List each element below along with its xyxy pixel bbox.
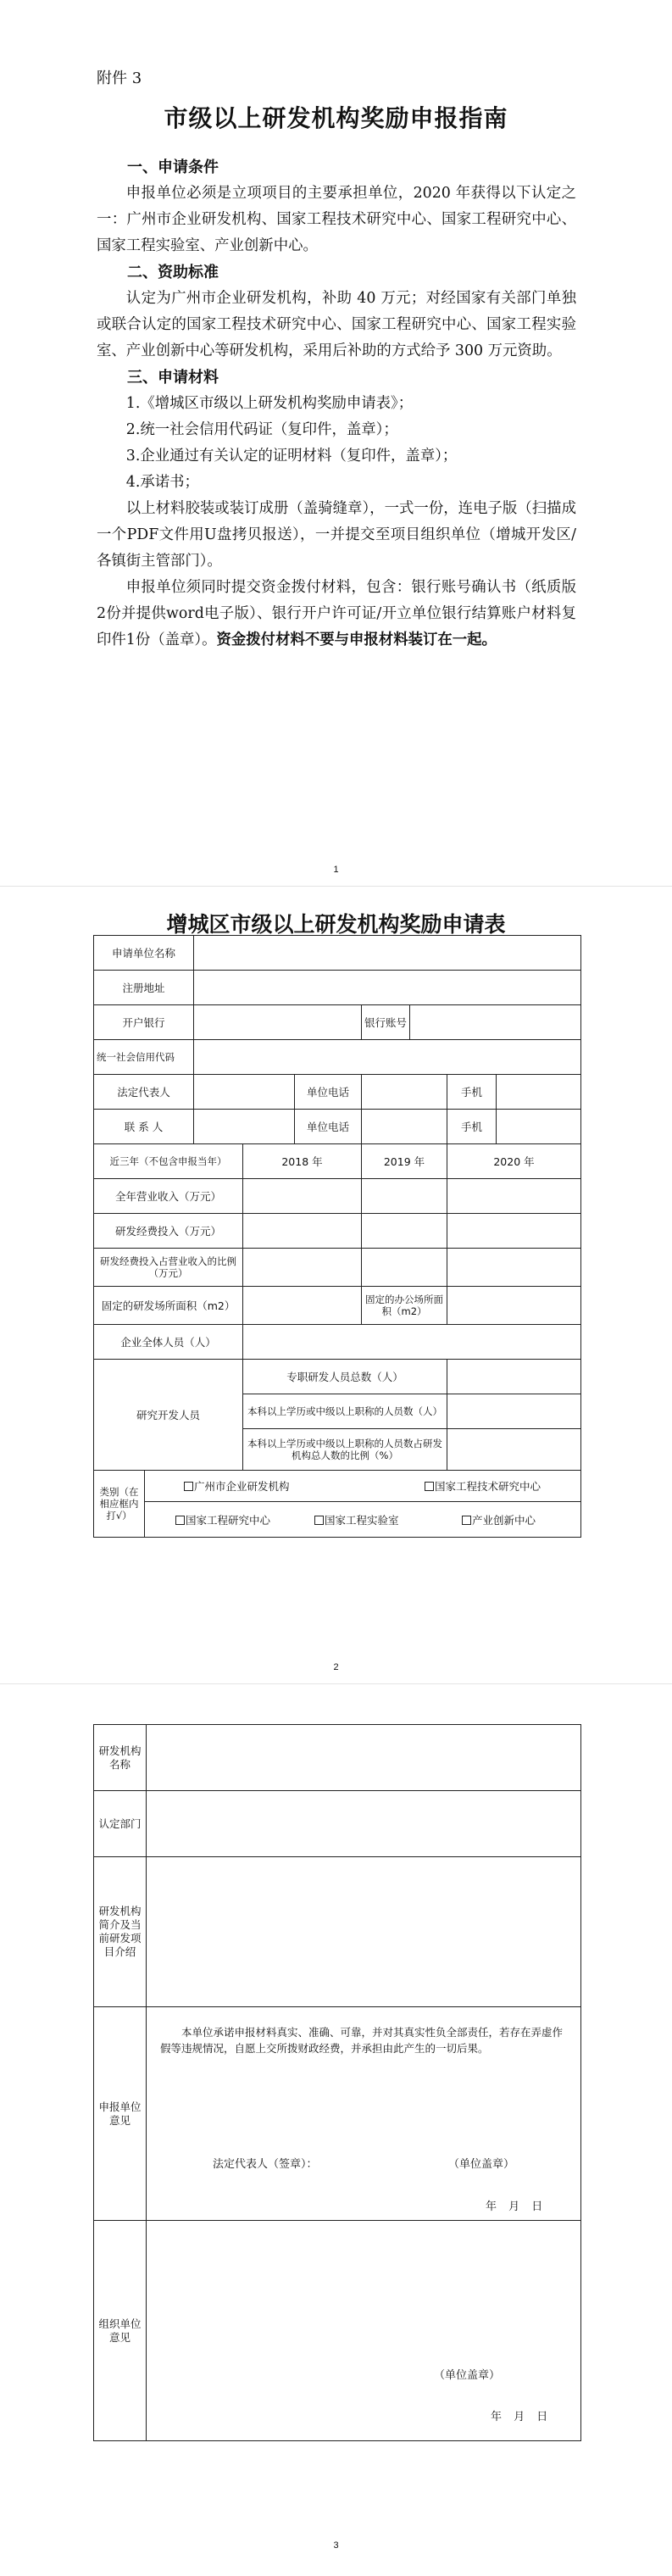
bank-label: 开户银行 <box>94 1005 194 1040</box>
org-opinion-label: 组织单位意见 <box>94 2221 147 2441</box>
last-three-years-label: 近三年（不包含申报当年） <box>94 1144 243 1179</box>
revenue-2018-field[interactable] <box>243 1179 362 1214</box>
legal-rep-field[interactable] <box>194 1075 295 1110</box>
page-number: 2 <box>333 1662 339 1672</box>
section-text-standard: 认定为广州市企业研发机构，补助 40 万元；对经国家有关部门单独或联合认定的国家工程技术研究中心、国家工程研究中心、国家工程实验室、产业创新中心等研发机构，采用后补助的方式给予 300 万元资助。 <box>97 290 576 359</box>
checkbox-national-tech-center[interactable] <box>425 1482 434 1491</box>
pledge-text: 本单位承诺申报材料真实、准确、可靠，并对其真实性负全部责任，若存在弄虚作假等违规情况，自愿上交所拨财政经费，并承担由此产生的一切后果。 <box>160 2026 564 2055</box>
checkbox-industry-innovation[interactable] <box>462 1516 471 1525</box>
legal-sign-label: 法定代表人（签章）： <box>213 2158 318 2171</box>
rd-ratio-2020-field[interactable] <box>447 1249 581 1287</box>
attachment-label: 附件 3 <box>97 70 142 87</box>
cert-dept-label: 认定部门 <box>94 1791 147 1857</box>
rd-bachelor-label: 本科以上学历或中级以上职称的人员数（人） <box>243 1394 447 1429</box>
category-option-national-tech-center: 国家工程技术研究中心 <box>434 1480 541 1494</box>
date-label-2: 年 月 日 <box>491 2411 548 2423</box>
rd-fulltime-field[interactable] <box>447 1360 581 1394</box>
seal-label: （单位盖章） <box>448 2158 515 2171</box>
rd-input-2020-field[interactable] <box>447 1214 581 1249</box>
year-2018-header: 2018 年 <box>243 1144 362 1179</box>
rd-bachelor-field[interactable] <box>447 1394 581 1429</box>
rd-ratio-label: 研发经费投入占营业收入的比例（万元） <box>94 1249 243 1287</box>
form-title: 增城区市级以上研发机构奖励申请表 <box>166 912 506 937</box>
page-number: 1 <box>333 865 339 875</box>
checkbox-gz-rd[interactable] <box>184 1482 193 1491</box>
mobile-label: 手机 <box>447 1075 497 1110</box>
revenue-2020-field[interactable] <box>447 1179 581 1214</box>
credit-code-field[interactable] <box>194 1040 581 1075</box>
application-table <box>93 935 581 1538</box>
section-title-standard: 二、资助标准 <box>127 264 219 281</box>
rd-area-label: 固定的研发场所面积（m2） <box>94 1287 243 1325</box>
credit-code-label: 统一社会信用代码 <box>94 1040 194 1075</box>
material-item-4: 4.承诺书； <box>125 474 199 491</box>
funds-text: 申报单位须同时提交资金拨付材料，包含：银行账号确认书（纸质版2份并提供word电子版）、银行开户许可证/开立单位银行结算账户材料复印件1份（盖章）。 <box>97 579 576 648</box>
page-number: 3 <box>333 2540 339 2551</box>
category-row-2 <box>145 1502 581 1538</box>
section-title-conditions: 一、申请条件 <box>127 159 219 176</box>
year-2020-header: 2020 年 <box>447 1144 581 1179</box>
rd-staff-label: 研究开发人员 <box>94 1360 243 1471</box>
material-item-2: 2.统一社会信用代码证（复印件，盖章）； <box>125 421 398 438</box>
cert-dept-field[interactable] <box>147 1791 581 1857</box>
applicant-opinion-label: 申报单位意见 <box>94 2007 147 2221</box>
year-2019-header: 2019 年 <box>362 1144 447 1179</box>
binding-paragraph: 以上材料胶装或装订成册（盖骑缝章），一式一份，连电子版（扫描成一个PDF文件用U盘拷贝报送），一并提交至项目组织单位（增城开发区/各镇街主管部门）。 <box>97 500 576 570</box>
contact-field[interactable] <box>194 1110 295 1144</box>
material-item-1: 1.《增城区市级以上研发机构奖励申请表》； <box>125 395 414 412</box>
applicant-opinion-field[interactable] <box>147 2007 581 2221</box>
rd-ratio2-field[interactable] <box>447 1429 581 1471</box>
org-name-field[interactable] <box>147 1725 581 1791</box>
rd-input-2018-field[interactable] <box>243 1214 362 1249</box>
checkbox-national-eng-center[interactable] <box>175 1516 185 1525</box>
rd-ratio-2018-field[interactable] <box>243 1249 362 1287</box>
org-name-label: 研发机构名称 <box>94 1725 147 1791</box>
category-option-industry-innovation: 产业创新中心 <box>471 1513 536 1527</box>
rd-fulltime-label: 专职研发人员总数（人） <box>243 1360 447 1394</box>
section-title-materials: 三、申请材料 <box>127 369 219 387</box>
rd-area-field[interactable] <box>243 1287 362 1325</box>
legal-rep-label: 法定代表人 <box>94 1075 194 1110</box>
material-item-3: 3.企业通过有关认定的证明材料（复印件，盖章）； <box>125 448 458 465</box>
applicant-name-label: 申请单位名称 <box>94 936 194 971</box>
contact-mobile-field[interactable] <box>497 1110 581 1144</box>
rd-input-2019-field[interactable] <box>362 1214 447 1249</box>
bank-field[interactable] <box>194 1005 362 1040</box>
rd-ratio2-label: 本科以上学历或中级以上职称的人员数占研发机构总人数的比例（%） <box>243 1429 447 1471</box>
rd-input-label: 研发经费投入（万元） <box>94 1214 243 1249</box>
category-label: 类别（在相应框内打√） <box>94 1471 145 1538</box>
guide-title: 市级以上研发机构奖励申报指南 <box>164 104 508 132</box>
category-option-national-eng-center: 国家工程研究中心 <box>186 1513 271 1527</box>
reg-address-field[interactable] <box>194 971 581 1005</box>
org-opinion-field[interactable] <box>147 2221 581 2441</box>
bank-account-label: 银行账号 <box>362 1005 410 1040</box>
rd-ratio-2019-field[interactable] <box>362 1249 447 1287</box>
office-area-label: 固定的办公场所面积（m2） <box>362 1287 447 1325</box>
staff-total-label: 企业全体人员（人） <box>94 1325 243 1360</box>
intro-label: 研发机构简介及当前研发项目介绍 <box>94 1857 147 2007</box>
opinion-table <box>93 1724 581 2441</box>
category-option-gz-rd: 广州市企业研发机构 <box>194 1480 290 1494</box>
contact-label: 联 系 人 <box>94 1110 194 1144</box>
revenue-label: 全年营业收入（万元） <box>94 1179 243 1214</box>
form-page-2 <box>0 1683 672 2576</box>
reg-address-label: 注册地址 <box>94 971 194 1005</box>
contact-mobile-label: 手机 <box>447 1110 497 1144</box>
category-option-national-lab: 国家工程实验室 <box>324 1513 399 1527</box>
mobile-field[interactable] <box>497 1075 581 1110</box>
guide-page <box>0 0 672 886</box>
unit-phone-field[interactable] <box>362 1075 447 1110</box>
staff-total-field[interactable] <box>243 1325 581 1360</box>
form-page <box>0 886 672 1683</box>
intro-field[interactable] <box>147 1857 581 2007</box>
date-label: 年 月 日 <box>486 2200 543 2213</box>
seal-label-2: （单位盖章） <box>434 2369 501 2382</box>
contact-phone-field[interactable] <box>362 1110 447 1144</box>
section-text-conditions: 申报单位必须是立项项目的主要承担单位，2020 年获得以下认定之一：广州市企业研发机构、国家工程技术研究中心、国家工程研究中心、国家工程实验室、产业创新中心。 <box>97 185 576 254</box>
category-row-1 <box>145 1471 581 1502</box>
applicant-name-field[interactable] <box>194 936 581 971</box>
contact-phone-label: 单位电话 <box>295 1110 362 1144</box>
funds-paragraph <box>97 575 576 654</box>
bank-account-field[interactable] <box>410 1005 581 1040</box>
guide-body <box>97 154 576 654</box>
funds-bold-note: 资金拨付材料不要与申报材料装订在一起。 <box>216 631 497 648</box>
office-area-field[interactable] <box>447 1287 581 1325</box>
unit-phone-label: 单位电话 <box>295 1075 362 1110</box>
revenue-2019-field[interactable] <box>362 1179 447 1214</box>
checkbox-national-lab[interactable] <box>314 1516 324 1525</box>
